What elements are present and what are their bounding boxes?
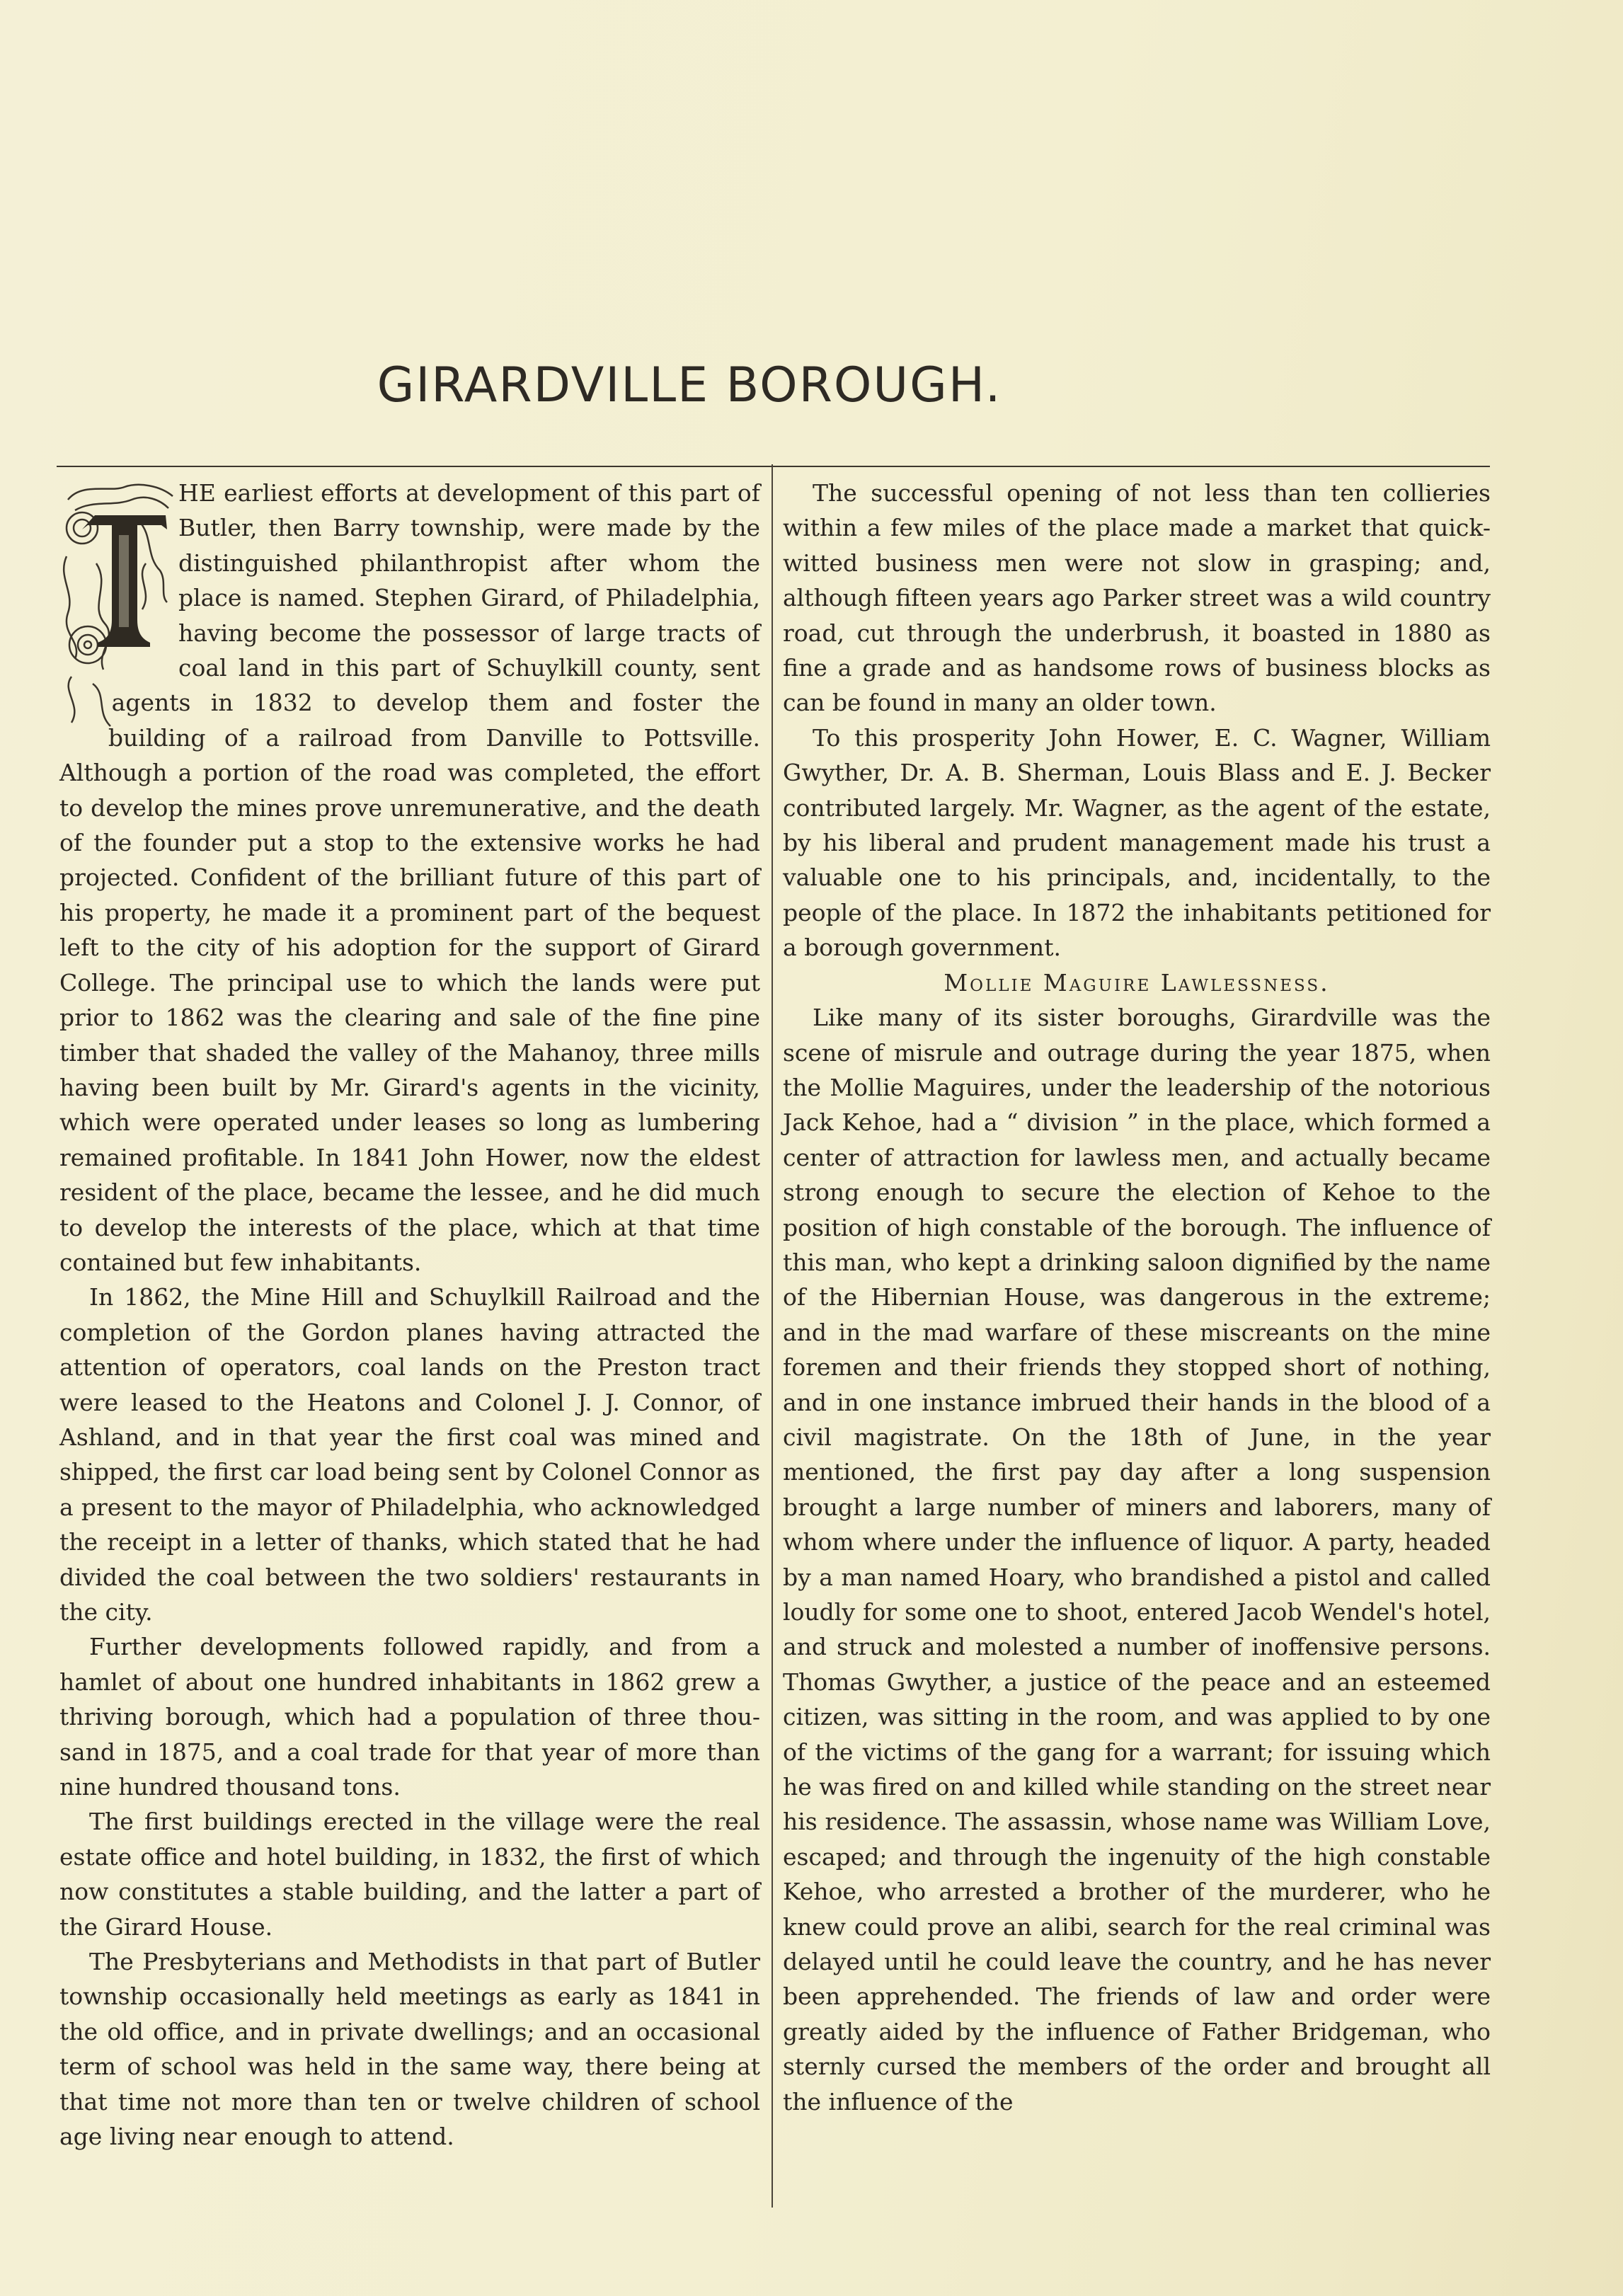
header-rule (57, 466, 1490, 467)
left-column (59, 476, 760, 2154)
paragraph: The first buildings erected in the village were the real estate office and hotel building, in 1832, the first of which now constitutes a stable building, and the latter a part of the Girard House. (59, 1808, 760, 1941)
paragraph: The Presbyterians and Methodists in that part of Butler township occasionally held meetings as early as 1841 in the old office, and in private dwellings; and an occasional term of school was held in the same way, there being at that time not more than ten or twelve children of school age living near enough to attend. (59, 1948, 760, 2151)
right-column (783, 476, 1491, 2119)
section-heading: Mollie Maguire Lawlessness. (944, 968, 1330, 997)
paragraph: Further developments followed rapidly, and from a hamlet of about one hundred inhabitants in 1862 grew a thriving borough, which had a population of three thousand in 1875, and a coal trade for that year of more than nine hundred thousand tons. (59, 1633, 760, 1801)
paragraph: In 1862, the Mine Hill and Schuylkill Railroad and the completion of the Gordon planes having attracted the attention of operators, coal lands on the Preston tract were leased to the Heatons and Colonel J. J. Connor, of Ashland, and in that year the first coal was mined and shipped, the first car load being sent by Colonel Connor as a present to the mayor of Philadelphia, who acknowledged the receipt in a letter of thanks, which stated that he had divided the coal between the two soldiers' restaurants in the city. (59, 1283, 760, 1626)
paragraph: HE earliest efforts at development of this part of Butler, then Barry township, were made by the distinguished philanthropist after whom the place is named. Stephen Girard, of Philadelphia, having become the possessor of large tracts of coal land in this part of Schuylkill county, sent agents in 1832 to develop them and foster the building of a railroad from Danville to Pottsville. Although a portion of the road was completed, the effort to develop the mines prove unremunerative, and the death of the founder put a stop to the extensive works he had projected. Confident of the brilliant future of this part of his property, he made it a prominent part of the bequest left to the city of his adoption for the support of Girard College. The principal use to which the lands were put prior to 1862 was the clearing and sale of the fine pine timber that shaded the valley of the Mahanoy, three mills having been built by Mr. Girard's agents in the vicinity, which were operated under leases so long as lumbering remained profitable. In 1841 John Hower, now the eldest resident of the place, became the lessee, and he did much to develop the interests of the place, which at that time contained but few inhabitants. (59, 479, 760, 1276)
page-title: GIRARDVILLE BOROUGH. (377, 357, 1002, 413)
column-divider (772, 464, 773, 2208)
paragraph: The successful opening of not less than ten collieries within a few miles of the place made a market that quick-witted business men were not slow in grasping; and, although fifteen years ago Parker street was a wild country road, cut through the underbrush, it boasted in 1880 as fine a grade and as handsome rows of business blocks as can be found in many an older town. (783, 479, 1491, 717)
paragraph: Like many of its sister boroughs, Girardville was the scene of misrule and outrage during the year 1875, when the Mollie Maguires, under the leadership of the notorious Jack Kehoe, had a “ division ” in the place, which formed a center of attraction for lawless men, and actually became strong enough to secure the election of Kehoe to the position of high constable of the borough. The influence of this man, who kept a drinking saloon dignified by the name of the Hibernian House, was dangerous in the extreme; and in the mad warfare of these miscreants on the mine foremen and their friends they stopped short of nothing, and in one instance imbrued their hands in the blood of a civil magistrate. On the 18th of June, in the year mentioned, the first pay day after a long suspension brought a large number of miners and laborers, many of whom where under the influence of liquor. A party, headed by a man named Hoary, who brandished a pistol and called loudly for some one to shoot, entered Jacob Wendel's hotel, and struck and molested a number of inoffensive persons. Thomas Gwyther, a justice of the peace and an esteemed citizen, was sitting in the room, and was applied to by one of the victims of the gang for a warrant; for issuing which he was fired on and killed while standing on the street near his residence. The assassin, whose name was William Love, escaped; and through the ingenuity of the high constable Kehoe, who arrested a brother of the murderer, who he knew could prove an alibi, search for the real criminal was delayed until he could leave the country, and he has never been apprehended. The friends of law and order were greatly aided by the influence of Father Bridgeman, who sternly cursed the members of the order and brought all the influence of the (783, 1004, 1491, 2116)
paragraph: To this prosperity John Hower, E. C. Wagner, William Gwyther, Dr. A. B. Sherman, Louis Blass and E. J. Becker contributed largely. Mr. Wagner, as the agent of the estate, by his liberal and prudent management made his trust a valuable one to his principals, and, incidentally, to the people of the place. In 1872 the inhabitants petitioned for a borough government. (783, 723, 1491, 962)
